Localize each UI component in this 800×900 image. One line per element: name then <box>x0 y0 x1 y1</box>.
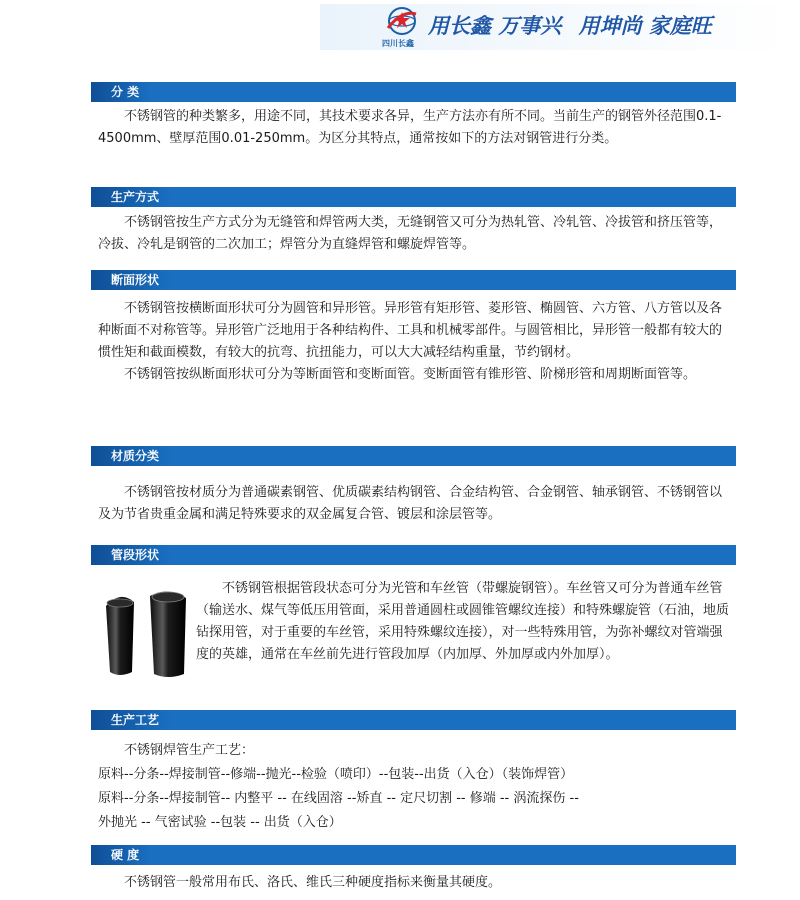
process-line: 不锈钢焊管生产工艺： <box>124 743 255 758</box>
section-title: 材质分类 <box>91 446 171 466</box>
section-bar-cross-section <box>91 270 736 290</box>
section-bar-hardness <box>91 845 736 865</box>
stainless-pipe-elbows-image <box>98 588 198 680</box>
paragraph: 不锈钢管按生产方式分为无缝管和焊管两大类，无缝钢管又可分为热轧管、冷轧管、冷拔管和挤压管等，冷拔、冷轧是钢管的二次加工；焊管分为直缝焊管和螺旋焊管等。 <box>98 215 723 252</box>
paragraph: 不锈钢管按材质分为普通碳素钢管、优质碳素结构钢管、合金结构管、合金钢管、轴承钢管、不锈钢管以及为节省贵重金属和满足特殊要求的双金属复合管、镀层和涂层管等。 <box>98 485 723 522</box>
section-pipe-segment-text <box>196 578 730 666</box>
section-title: 生产工艺 <box>91 710 171 730</box>
section-title: 管段形状 <box>91 545 171 565</box>
section-bar-classification <box>91 82 736 102</box>
section-bar-pipe-segment <box>91 545 736 565</box>
section-bar-production-process <box>91 710 736 730</box>
section-title: 分 类 <box>91 82 151 102</box>
process-line-3: 外抛光 -- 气密试验 --包装 -- 出货（入仓） <box>98 815 342 830</box>
section-bar-production-method <box>91 187 736 207</box>
process-line-1: 原料--分条--焊接制管--修端--抛光--检验（喷印）--包装--出货（入仓）（装饰焊管） <box>98 767 574 782</box>
paragraph: 不锈钢管一般常用布氏、洛氏、维氏三种硬度指标来衡量其硬度。 <box>124 875 502 890</box>
slogan <box>428 10 722 40</box>
section-classification-text <box>98 106 730 150</box>
star-globe-logo-icon <box>384 6 420 40</box>
paragraph: 不锈钢管按纵断面形状可分为等断面管和变断面管。变断面管有锥形管、阶梯形管和周期断面管等。 <box>124 367 697 382</box>
section-cross-section-text <box>98 298 730 386</box>
section-title: 硬 度 <box>91 845 151 865</box>
section-production-method-text <box>98 212 730 256</box>
section-bar-material <box>91 446 736 466</box>
logo-text: 四川长鑫 <box>382 39 414 48</box>
paragraph: 不锈钢管根据管段状态可分为光管和车丝管（带螺旋钢管）。车丝管又可分为普通车丝管（输送水、煤气等低压用管面，采用普通圆柱或圆锥管螺纹连接）和特殊螺旋管（石油，地质钻探用管，对于重要的车丝管，采用特殊螺纹连接），对一些特殊用管，为弥补螺纹对管端强度的英雄，通常在车丝前先进行管段加厚（内加厚、外加厚或内外加厚）。 <box>196 581 730 662</box>
section-title: 断面形状 <box>91 270 171 290</box>
paragraph: 不锈钢管的种类繁多，用途不同，其技术要求各异，生产方法亦有所不同。当前生产的钢管外径范围0.1-4500mm、壁厚范围0.01-250mm。为区分其特点，通常按如下的方法对钢管进行分类。 <box>98 109 722 146</box>
slogan-part-2: 用坤尚 家庭旺 <box>578 13 712 38</box>
section-title: 生产方式 <box>91 187 171 207</box>
paragraph: 不锈钢管按横断面形状可分为圆管和异形管。异形管有矩形管、菱形管、椭圆管、六方管、八方管以及各种断面不对称管等。异形管广泛地用于各种结构件、工具和机械零部件。与圆管相比，异形管一般都有较大的惯性矩和截面模数，有较大的抗弯、抗扭能力，可以大大减轻结构重量，节约钢材。 <box>98 301 723 360</box>
section-hardness-text <box>98 872 730 894</box>
section-material-text <box>98 482 730 526</box>
process-line-2: 原料--分条--焊接制管-- 内整平 -- 在线固溶 --矫直 -- 定尺切割 -- 修端 -- 涡流探伤 -- <box>98 791 579 806</box>
slogan-part-1: 用长鑫 万事兴 <box>428 13 562 38</box>
process-intro <box>98 740 254 762</box>
